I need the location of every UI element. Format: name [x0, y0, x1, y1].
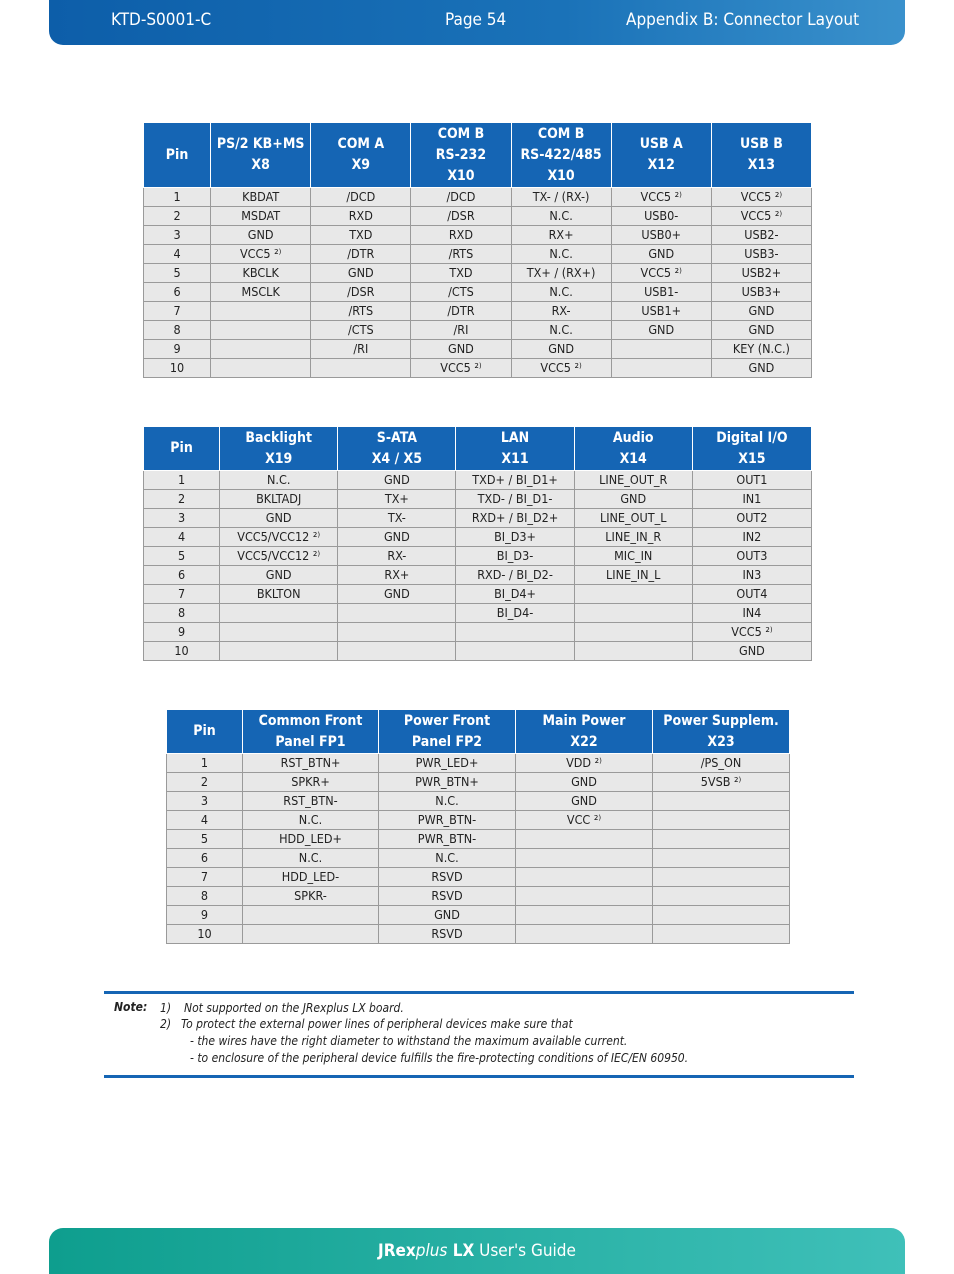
table-cell: 3	[167, 792, 243, 811]
column-header	[574, 427, 692, 471]
table-cell: RX-	[338, 547, 456, 566]
table-row	[144, 509, 812, 528]
table-cell: GND	[338, 585, 456, 604]
table-cell: N.C.	[379, 849, 516, 868]
table-row	[167, 906, 790, 925]
table-row	[144, 642, 812, 661]
footer-brand: JRex	[378, 1241, 416, 1261]
column-header-line: Digital I/O	[716, 429, 788, 446]
table-cell: RSVD	[379, 925, 516, 944]
column-header	[144, 427, 220, 471]
table-cell: GND	[220, 509, 338, 528]
column-header	[692, 427, 811, 471]
table-row	[167, 925, 790, 944]
table-cell	[516, 906, 653, 925]
table-cell: GND	[338, 471, 456, 490]
table-cell: VDD ²⁾	[516, 754, 653, 773]
column-header-line: COM B	[537, 125, 585, 142]
table-cell: 1	[144, 471, 220, 490]
table-cell: 7	[144, 585, 220, 604]
table-cell	[653, 925, 790, 944]
table-cell: SPKR+	[243, 773, 379, 792]
table-cell: TX- / (RX-)	[511, 188, 611, 207]
table-cell: OUT2	[692, 509, 811, 528]
table-cell	[338, 604, 456, 623]
table-cell: RXD- / BI_D2-	[456, 566, 574, 585]
table-cell: GND	[516, 773, 653, 792]
header-row	[167, 710, 790, 754]
header-row	[144, 123, 812, 188]
column-header-line: X14	[619, 450, 647, 467]
column-header-line: Pin	[165, 146, 189, 163]
table-cell	[220, 623, 338, 642]
table-cell: N.C.	[220, 471, 338, 490]
table-cell: /RTS	[411, 245, 511, 264]
table-cell: GND	[516, 792, 653, 811]
column-header-line: Common Front	[258, 712, 363, 729]
column-header	[516, 710, 653, 754]
table-row	[144, 207, 812, 226]
table-row	[144, 340, 812, 359]
table-cell: 5	[144, 547, 220, 566]
column-header	[167, 710, 243, 754]
table-row	[144, 359, 812, 378]
table-cell: 6	[167, 849, 243, 868]
note-2-sub-2: - to enclosure of the peripheral device fulfills the fire-protecting conditions of IEC/EN 60950.	[190, 1051, 689, 1065]
table-cell: 1	[144, 188, 211, 207]
column-header	[144, 123, 211, 188]
column-header-line: Panel FP2	[411, 733, 483, 750]
column-header-line: Audio	[612, 429, 654, 446]
table-cell: /DCD	[411, 188, 511, 207]
table-cell: GND	[379, 906, 516, 925]
table-cell: N.C.	[243, 811, 379, 830]
table-cell: 5	[167, 830, 243, 849]
doc-id: KTD-S0001-C	[111, 10, 212, 30]
table-cell	[243, 906, 379, 925]
table-cell: TXD- / BI_D1-	[456, 490, 574, 509]
table-cell: MSDAT	[211, 207, 311, 226]
table-cell: VCC ²⁾	[516, 811, 653, 830]
table-cell: /CTS	[411, 283, 511, 302]
table-cell: SPKR-	[243, 887, 379, 906]
table-cell: IN4	[692, 604, 811, 623]
section-title: Appendix B: Connector Layout	[626, 10, 860, 30]
table-cell: 4	[167, 811, 243, 830]
column-header-line: X23	[707, 733, 735, 750]
table-cell	[211, 321, 311, 340]
page-number: Page 54	[445, 10, 507, 30]
table-row	[144, 623, 812, 642]
table-cell: GND	[711, 359, 811, 378]
table-cell: TXD	[411, 264, 511, 283]
column-header	[511, 123, 611, 188]
table-row	[144, 547, 812, 566]
table-cell: 10	[144, 642, 220, 661]
column-header	[611, 123, 711, 188]
table-row	[144, 321, 812, 340]
column-header	[338, 427, 456, 471]
table-cell: GND	[338, 528, 456, 547]
table-cell	[211, 359, 311, 378]
table-cell: VCC5/VCC12 ²⁾	[220, 528, 338, 547]
table-cell: RXD	[411, 226, 511, 245]
table-cell	[611, 340, 711, 359]
table-cell: VCC5 ²⁾	[611, 188, 711, 207]
table-cell: 5VSB ²⁾	[653, 773, 790, 792]
table-cell	[211, 302, 311, 321]
table-cell: 7	[167, 868, 243, 887]
table-cell: PWR_BTN+	[379, 773, 516, 792]
table-row	[167, 773, 790, 792]
column-header-line: Main Power	[542, 712, 626, 729]
column-header-line: COM A	[337, 136, 385, 152]
column-header-line: X4 / X5	[371, 450, 423, 467]
column-header	[456, 427, 574, 471]
table-cell	[611, 359, 711, 378]
table-cell	[220, 642, 338, 661]
table-cell: USB2-	[711, 226, 811, 245]
table-cell: N.C.	[511, 207, 611, 226]
table-row	[167, 792, 790, 811]
table-cell	[653, 906, 790, 925]
table-row	[167, 830, 790, 849]
table-cell	[456, 623, 574, 642]
table-cell	[516, 830, 653, 849]
table-cell: GND	[611, 245, 711, 264]
table-cell	[574, 623, 692, 642]
column-header-line: X22	[570, 733, 598, 750]
table-cell: HDD_LED+	[243, 830, 379, 849]
column-header-line: X13	[747, 157, 776, 173]
table-cell: N.C.	[511, 283, 611, 302]
table-cell: PWR_BTN-	[379, 811, 516, 830]
table-cell: 6	[144, 283, 211, 302]
table-cell: 5	[144, 264, 211, 283]
table-cell: RX+	[511, 226, 611, 245]
note-2-number: 2)	[160, 1017, 172, 1031]
column-header	[379, 710, 516, 754]
table-cell: VCC5 ²⁾	[511, 359, 611, 378]
table-row	[144, 245, 812, 264]
column-header-line: X11	[501, 450, 529, 467]
table-cell: TXD	[311, 226, 411, 245]
footer-guide: User's Guide	[474, 1241, 576, 1261]
table-cell: 2	[144, 490, 220, 509]
table-row	[144, 226, 812, 245]
table-cell: TX+ / (RX+)	[511, 264, 611, 283]
table-cell: VCC5 ²⁾	[611, 264, 711, 283]
header-row	[144, 427, 812, 471]
page-footer	[49, 1228, 905, 1274]
table-cell: RX+	[338, 566, 456, 585]
table-cell: 10	[167, 925, 243, 944]
note-1-number: 1)	[160, 1001, 172, 1015]
table-cell: GND	[220, 566, 338, 585]
column-header-line: X8	[251, 157, 270, 173]
note-2-sub-1: - the wires have the right diameter to withstand the maximum available current.	[190, 1034, 628, 1048]
table-cell: IN3	[692, 566, 811, 585]
table-cell: 8	[144, 604, 220, 623]
column-header	[311, 123, 411, 188]
table-cell: /RI	[311, 340, 411, 359]
table-cell: GND	[211, 226, 311, 245]
table-cell: 4	[144, 528, 220, 547]
table-row	[144, 471, 812, 490]
table-cell: /CTS	[311, 321, 411, 340]
table-cell: 8	[144, 321, 211, 340]
table-cell: N.C.	[379, 792, 516, 811]
table-cell: PWR_BTN-	[379, 830, 516, 849]
table-cell: KBCLK	[211, 264, 311, 283]
table-cell: BI_D4+	[456, 585, 574, 604]
table-cell	[516, 925, 653, 944]
table-cell: OUT1	[692, 471, 811, 490]
table-cell: RXD	[311, 207, 411, 226]
connector-table-1	[143, 122, 812, 378]
column-header-line: X15	[738, 450, 766, 467]
table-cell	[574, 604, 692, 623]
column-header-line: Backlight	[245, 429, 312, 446]
table-cell: /RI	[411, 321, 511, 340]
column-header-line: PS/2 KB+MS	[216, 136, 305, 152]
table-cell: BI_D4-	[456, 604, 574, 623]
table-cell	[338, 623, 456, 642]
table-cell	[516, 868, 653, 887]
table-cell: RST_BTN-	[243, 792, 379, 811]
table-cell: LINE_OUT_L	[574, 509, 692, 528]
table-cell: USB2+	[711, 264, 811, 283]
connector-table-2	[143, 426, 812, 661]
column-header	[220, 427, 338, 471]
table-cell: 4	[144, 245, 211, 264]
table-cell	[653, 792, 790, 811]
table-cell: BKLTON	[220, 585, 338, 604]
column-header-line: COM B	[437, 125, 485, 142]
column-header	[653, 710, 790, 754]
table-cell	[456, 642, 574, 661]
table-cell	[653, 887, 790, 906]
footer-model: LX	[447, 1241, 475, 1261]
table-row	[144, 585, 812, 604]
table-cell: GND	[711, 302, 811, 321]
table-cell: GND	[611, 321, 711, 340]
table-row	[167, 849, 790, 868]
table-cell: BI_D3-	[456, 547, 574, 566]
table-cell	[653, 830, 790, 849]
column-header	[243, 710, 379, 754]
table-cell: KEY (N.C.)	[711, 340, 811, 359]
table-cell	[653, 868, 790, 887]
table-cell: MSCLK	[211, 283, 311, 302]
table-row	[167, 811, 790, 830]
table-cell: 6	[144, 566, 220, 585]
table-cell: RST_BTN+	[243, 754, 379, 773]
table-cell	[211, 340, 311, 359]
table-cell: USB1-	[611, 283, 711, 302]
table-cell: VCC5 ²⁾	[711, 188, 811, 207]
table-cell: VCC5 ²⁾	[711, 207, 811, 226]
table-cell: N.C.	[511, 321, 611, 340]
table-row	[167, 887, 790, 906]
table-cell: N.C.	[511, 245, 611, 264]
table-cell: GND	[692, 642, 811, 661]
table-cell: IN1	[692, 490, 811, 509]
table-cell: RSVD	[379, 887, 516, 906]
table-cell: LINE_IN_R	[574, 528, 692, 547]
note-box	[104, 991, 854, 1078]
table-cell: N.C.	[243, 849, 379, 868]
table-row	[167, 754, 790, 773]
table-cell: GND	[411, 340, 511, 359]
table-cell: /RTS	[311, 302, 411, 321]
table-row	[144, 283, 812, 302]
table-cell: LINE_OUT_R	[574, 471, 692, 490]
table-cell	[311, 359, 411, 378]
note-2-text: To protect the external power lines of peripheral devices make sure that	[181, 1017, 573, 1031]
table-cell: RX-	[511, 302, 611, 321]
column-header	[711, 123, 811, 188]
table-cell: 1	[167, 754, 243, 773]
table-cell: 2	[167, 773, 243, 792]
table-cell: /DTR	[311, 245, 411, 264]
table-cell	[653, 811, 790, 830]
table-cell: USB3+	[711, 283, 811, 302]
table-cell: GND	[574, 490, 692, 509]
column-header	[411, 123, 511, 188]
table-cell: VCC5 ²⁾	[411, 359, 511, 378]
table-cell: /DSR	[311, 283, 411, 302]
table-cell: VCC5 ²⁾	[692, 623, 811, 642]
table-cell: PWR_LED+	[379, 754, 516, 773]
table-cell	[220, 604, 338, 623]
table-cell: OUT4	[692, 585, 811, 604]
table-row	[144, 264, 812, 283]
column-header-line: RS-422/485	[520, 146, 602, 163]
column-header-line: Panel FP1	[275, 733, 346, 750]
table-cell: GND	[711, 321, 811, 340]
column-header-line: X9	[351, 157, 371, 173]
table-row	[144, 528, 812, 547]
table-cell: 2	[144, 207, 211, 226]
connector-table-3	[166, 709, 790, 944]
column-header-line: X10	[447, 167, 475, 184]
column-header-line: X12	[647, 157, 675, 173]
column-header-line: X19	[265, 450, 293, 467]
table-cell: 3	[144, 226, 211, 245]
table-cell: TX-	[338, 509, 456, 528]
table-cell: 8	[167, 887, 243, 906]
table-cell: OUT3	[692, 547, 811, 566]
table-cell: /DTR	[411, 302, 511, 321]
table-cell: 9	[167, 906, 243, 925]
table-row	[144, 302, 812, 321]
table-row	[144, 566, 812, 585]
table-cell: IN2	[692, 528, 811, 547]
table-row	[144, 188, 812, 207]
column-header-line: RS-232	[435, 146, 487, 163]
table-cell: VCC5/VCC12 ²⁾	[220, 547, 338, 566]
page-header	[49, 0, 905, 45]
table-cell: USB1+	[611, 302, 711, 321]
table-cell: 7	[144, 302, 211, 321]
table-cell: GND	[311, 264, 411, 283]
table-cell: VCC5 ²⁾	[211, 245, 311, 264]
column-header-line: USB B	[739, 136, 783, 152]
table-cell: 10	[144, 359, 211, 378]
table-cell: TX+	[338, 490, 456, 509]
column-header-line: LAN	[500, 429, 530, 446]
note-label: Note:	[114, 1000, 148, 1014]
table-row	[167, 868, 790, 887]
footer-brand-italic: plus	[415, 1241, 448, 1261]
table-cell: 9	[144, 340, 211, 359]
table-cell: LINE_IN_L	[574, 566, 692, 585]
table-cell: 9	[144, 623, 220, 642]
table-cell: USB3-	[711, 245, 811, 264]
table-cell	[574, 642, 692, 661]
table-cell: /DCD	[311, 188, 411, 207]
table-cell: /PS_ON	[653, 754, 790, 773]
table-cell: RXD+ / BI_D2+	[456, 509, 574, 528]
table-cell: 3	[144, 509, 220, 528]
table-cell: /DSR	[411, 207, 511, 226]
table-cell	[243, 925, 379, 944]
table-cell: KBDAT	[211, 188, 311, 207]
table-cell	[653, 849, 790, 868]
table-row	[144, 604, 812, 623]
table-cell: HDD_LED-	[243, 868, 379, 887]
table-cell	[574, 585, 692, 604]
column-header-line: Power Front	[403, 712, 491, 729]
column-header-line: S-ATA	[376, 429, 417, 446]
note-1-text: Not supported on the JRexplus LX board.	[184, 1001, 404, 1015]
table-cell: TXD+ / BI_D1+	[456, 471, 574, 490]
table-cell: GND	[511, 340, 611, 359]
table-cell	[516, 887, 653, 906]
table-cell: BKLTADJ	[220, 490, 338, 509]
table-cell: USB0-	[611, 207, 711, 226]
table-cell: MIC_IN	[574, 547, 692, 566]
table-cell	[338, 642, 456, 661]
column-header-line: X10	[547, 167, 575, 184]
column-header	[211, 123, 311, 188]
column-header-line: Power Supplem.	[663, 712, 779, 729]
column-header-line: Pin	[170, 440, 193, 456]
table-cell: BI_D3+	[456, 528, 574, 547]
column-header-line: USB A	[639, 136, 683, 152]
table-cell	[516, 849, 653, 868]
column-header-line: Pin	[193, 723, 216, 739]
table-cell: RSVD	[379, 868, 516, 887]
table-row	[144, 490, 812, 509]
table-cell: USB0+	[611, 226, 711, 245]
